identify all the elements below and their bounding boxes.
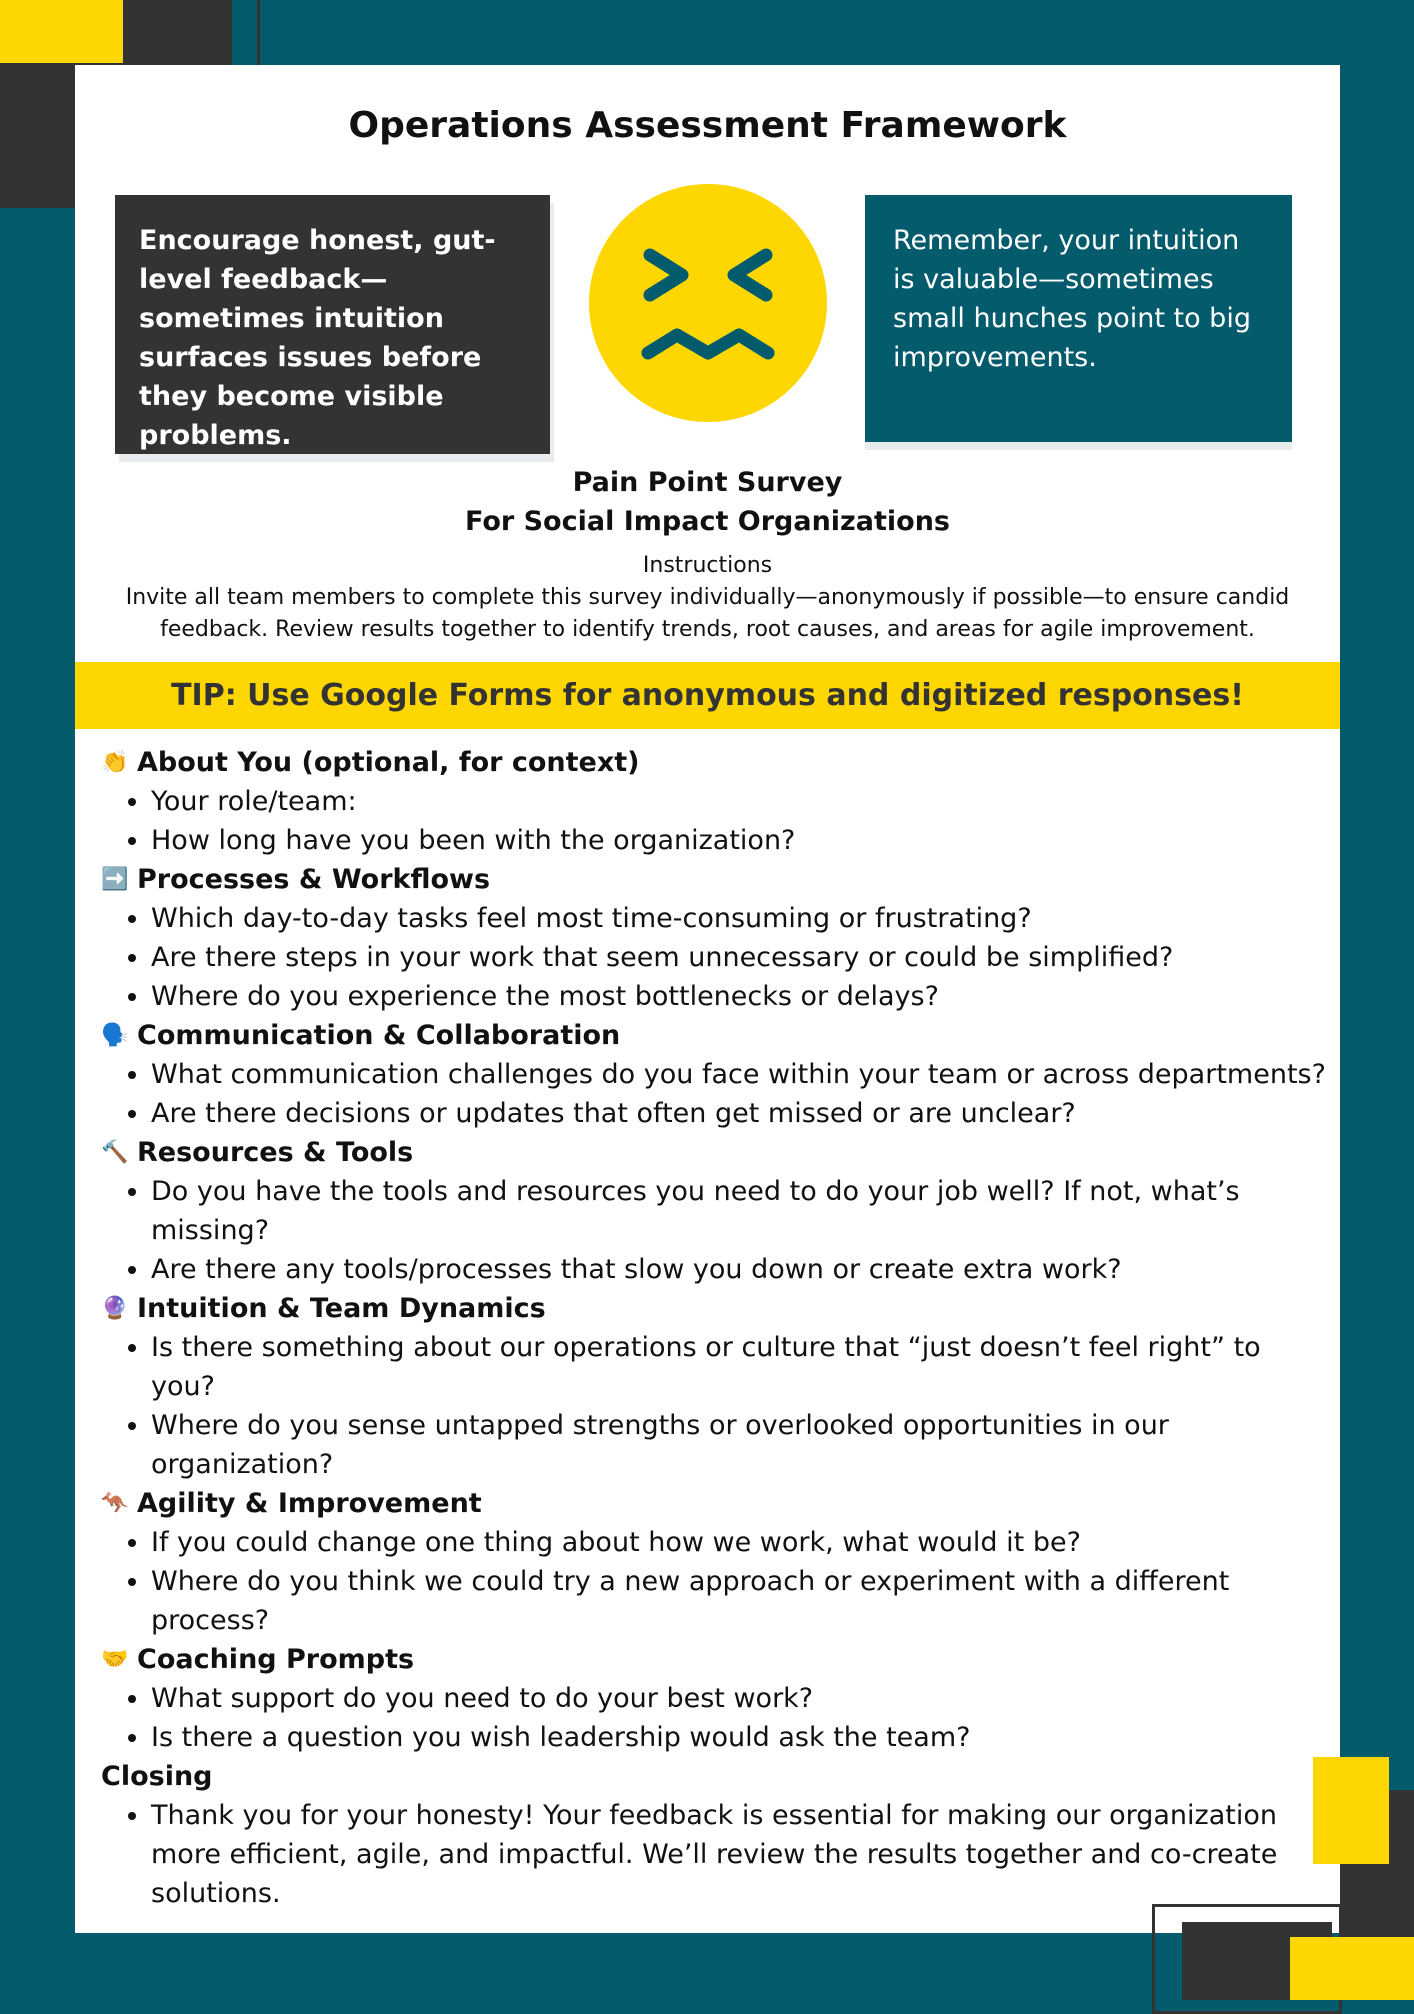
question-item: • Where do you think we could try a new approach or experiment with a different process? <box>151 1562 1326 1640</box>
question-item: • If you could change one thing about how we work, what would it be? <box>151 1523 1326 1562</box>
callout-honest-feedback <box>115 195 550 454</box>
right-arrow-icon: ➡️ <box>101 867 129 892</box>
section-title: Closing <box>101 1761 213 1792</box>
section-heading <box>101 1289 1326 1328</box>
corner-yellow-block <box>1313 1757 1389 1864</box>
corner-dark-block <box>0 60 78 208</box>
question-item: • Which day-to-day tasks feel most time-consuming or frustrating? <box>151 899 1326 938</box>
document-sheet <box>75 65 1340 1933</box>
question-list <box>101 1172 1326 1289</box>
question-item: • Are there steps in your work that seem unnecessary or could be simplified? <box>151 938 1326 977</box>
instructions-label: Instructions <box>642 553 773 578</box>
section-title: Communication & Collaboration <box>137 1020 621 1051</box>
survey-title: Pain Point Survey <box>572 467 843 498</box>
speaking-head-icon: 🗣️ <box>101 1023 129 1048</box>
corner-yellow-block <box>0 0 123 63</box>
tip-text: TIP: Use Google Forms for anonymous and digitized responses! <box>171 678 1244 713</box>
grimacing-face-icon <box>588 183 828 423</box>
callout-left-text: Encourage honest, gut-level feedback—sometimes intuition surfaces issues before they become visible problems. <box>139 225 496 451</box>
hammer-icon: 🔨 <box>101 1140 129 1165</box>
handshake-icon: 🤝 <box>101 1647 129 1672</box>
section-title: Coaching Prompts <box>137 1644 415 1675</box>
instructions-text: Invite all team members to complete this survey individually—anonymously if possible—to ensure candid feedback. Review results together to identify trends, root causes, and areas for agile improvement. <box>125 585 1290 642</box>
question-item: • Are there any tools/processes that slow you down or create extra work? <box>151 1250 1326 1289</box>
section-heading <box>101 1133 1326 1172</box>
question-item: • Is there a question you wish leadership would ask the team? <box>151 1718 1326 1757</box>
question-item: • Where do you sense untapped strengths or overlooked opportunities in our organization? <box>151 1406 1326 1484</box>
question-item: • What communication challenges do you face within your team or across departments? <box>151 1055 1326 1094</box>
question-item: • Your role/team: <box>151 782 1326 821</box>
section-heading <box>101 1016 1326 1055</box>
question-item: • Is there something about our operations or culture that “just doesn’t feel right” to you? <box>151 1328 1326 1406</box>
crystal-ball-icon: 🔮 <box>101 1296 129 1321</box>
question-item: • How long have you been with the organization? <box>151 821 1326 860</box>
tip-banner <box>75 662 1340 729</box>
question-list <box>101 1328 1326 1484</box>
survey-header <box>75 463 1340 541</box>
section-title: About You (optional, for context) <box>137 747 640 778</box>
section-title: Intuition & Team Dynamics <box>137 1293 546 1324</box>
page-title: Operations Assessment Framework <box>348 105 1067 146</box>
question-item: • Are there decisions or updates that often get missed or are unclear? <box>151 1094 1326 1133</box>
question-item: • Where do you experience the most bottlenecks or delays? <box>151 977 1326 1016</box>
question-list <box>101 1055 1326 1133</box>
section-heading <box>101 743 1326 782</box>
survey-subtitle: For Social Impact Organizations <box>464 506 950 537</box>
section-heading <box>101 1757 1326 1796</box>
question-list <box>101 899 1326 1016</box>
section-heading <box>101 1640 1326 1679</box>
section-title: Processes & Workflows <box>137 864 491 895</box>
instructions <box>115 550 1300 646</box>
section-heading <box>101 1484 1326 1523</box>
clapping-hands-icon: 👏 <box>101 750 129 775</box>
kangaroo-icon: 🦘 <box>101 1491 129 1516</box>
question-list <box>101 1523 1326 1640</box>
section-title: Agility & Improvement <box>137 1488 482 1519</box>
section-title: Resources & Tools <box>137 1137 414 1168</box>
callout-intuition <box>865 195 1292 442</box>
question-item: • Do you have the tools and resources you need to do your job well? If not, what’s missing? <box>151 1172 1326 1250</box>
callout-right-text: Remember, your intuition is valuable—sometimes small hunches point to big improvements. <box>893 225 1251 373</box>
question-list <box>101 782 1326 860</box>
question-list <box>101 1796 1326 1913</box>
section-heading <box>101 860 1326 899</box>
corner-yellow-block <box>1290 1937 1414 2000</box>
question-item: • Thank you for your honesty! Your feedback is essential for making our organization more efficient, agile, and impactful. We’ll review the results together and co-create solutions. <box>151 1796 1326 1913</box>
question-item: • What support do you need to do your best work? <box>151 1679 1326 1718</box>
survey-sections <box>101 743 1326 1913</box>
question-list <box>101 1679 1326 1757</box>
